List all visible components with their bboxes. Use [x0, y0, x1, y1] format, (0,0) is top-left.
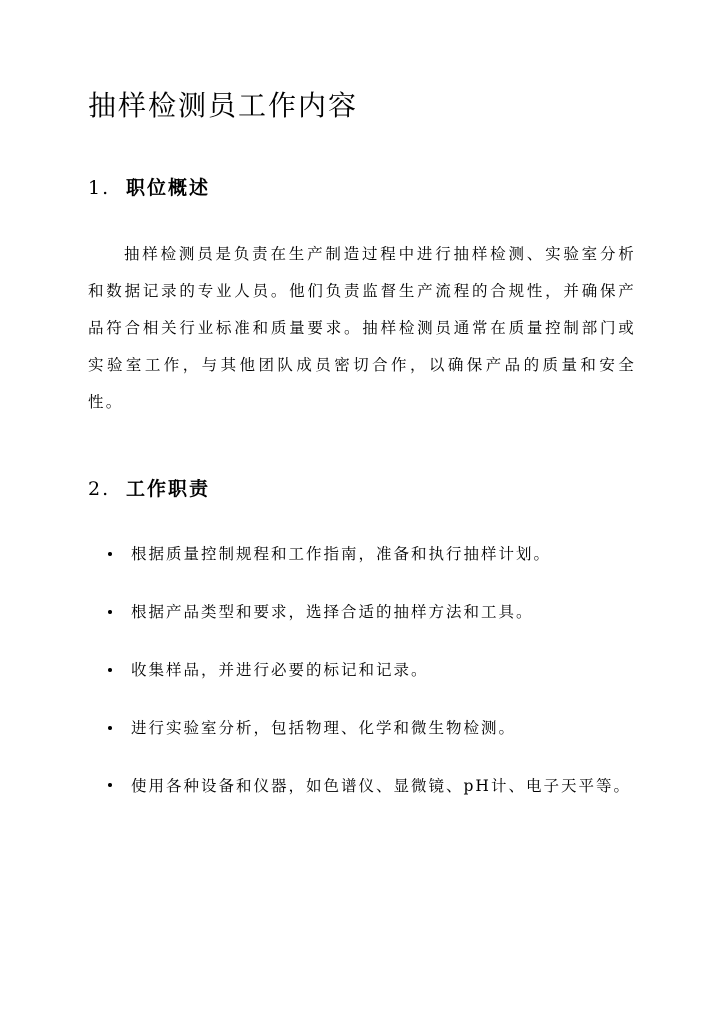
document-title: 抽样检测员工作内容: [88, 89, 359, 122]
section-heading-overview: [88, 174, 210, 202]
list-item-text: 根据质量控制规程和工作指南，准备和执行抽样计划。: [131, 545, 552, 563]
overview-paragraph: 抽样检测员是负责在生产制造过程中进行抽样检测、实验室分析和数据记录的专业人员。他们负责监督生产流程的合规性，并确保产品符合相关行业标准和质量要求。抽样检测员通常在质量控制部门或实验室工作，与其他团队成员密切合作，以确保产品的质量和安全性。: [88, 245, 636, 411]
section-title: 职位概述: [126, 177, 211, 199]
bullet-icon: [108, 668, 112, 672]
bullet-icon: [108, 726, 112, 730]
section-heading-responsibilities: [88, 475, 210, 503]
list-item: [88, 595, 636, 630]
section-number: 2.: [88, 478, 111, 500]
bullet-icon: [108, 610, 112, 614]
bullet-icon: [108, 783, 112, 787]
list-item-text: 进行实验室分析，包括物理、化学和微生物检测。: [131, 719, 517, 737]
list-item-text: 使用各种设备和仪器，如色谱仪、显微镜、pH计、电子天平等。: [131, 777, 631, 795]
section-title: 工作职责: [126, 478, 211, 500]
responsibilities-list: [88, 537, 636, 834]
bullet-icon: [108, 552, 112, 556]
list-item: [88, 711, 636, 746]
list-item-text: 收集样品，并进行必要的标记和记录。: [131, 661, 429, 679]
list-item-text: 根据产品类型和要求，选择合适的抽样方法和工具。: [131, 603, 534, 621]
list-item: [88, 537, 636, 572]
list-item: [88, 653, 636, 688]
list-item: [88, 761, 636, 811]
section-number: 1.: [88, 177, 111, 199]
